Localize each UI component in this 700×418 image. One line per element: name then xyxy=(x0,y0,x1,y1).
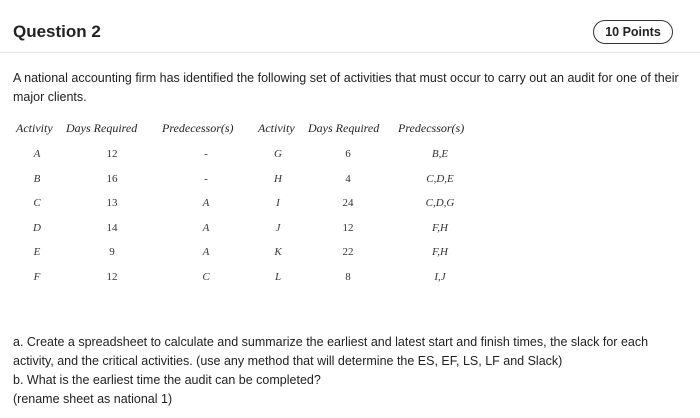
table-cell: E xyxy=(33,246,41,258)
header-predecessors-2: Predecssor(s) xyxy=(398,121,465,135)
table-cell: H xyxy=(274,172,282,185)
question-a: a. Create a spreadsheet to calculate and summarize the earliest and latest start and finish times, the slack for each activity, and the critical activities. (use any method that will determine the ES, EF, LS, LF and Slack) xyxy=(13,335,649,368)
table-cell: F,H xyxy=(432,246,448,258)
table-cell: 24 xyxy=(342,197,354,209)
table-cell: L xyxy=(274,270,282,283)
table-cell: A xyxy=(33,148,41,160)
table-cell: A xyxy=(202,221,210,234)
question-title: Question 2 xyxy=(13,22,101,41)
rename-note: (rename sheet as national 1) xyxy=(13,392,173,406)
table-cell: 9 xyxy=(109,246,115,258)
table-cell: 22 xyxy=(342,246,354,258)
table-cell: G xyxy=(274,148,282,160)
table-cell: - xyxy=(204,148,208,160)
table-cell: - xyxy=(204,172,208,185)
table-cell: 13 xyxy=(106,197,118,209)
table-cell: F,H xyxy=(432,221,448,234)
table-cell: 6 xyxy=(345,148,351,160)
header-activity: Activity xyxy=(16,121,53,135)
table-cell: 16 xyxy=(106,172,118,185)
table-cell: K xyxy=(274,246,282,258)
table-cell: B xyxy=(33,172,41,185)
points-badge: 10 Points xyxy=(593,20,673,44)
table-cell: B,E xyxy=(431,148,449,160)
table-cell: C xyxy=(202,270,210,283)
header-activity-2: Activity xyxy=(258,121,295,135)
table-cell: I xyxy=(276,197,280,209)
questions-block xyxy=(13,333,688,409)
header-days-required-2: Days Required xyxy=(308,121,380,135)
question-b: b. What is the earliest time the audit can be completed? xyxy=(13,373,321,387)
table-cell: 4 xyxy=(345,172,351,185)
table-cell: C,D,E xyxy=(426,172,454,185)
table-cell: 12 xyxy=(106,270,118,283)
header-predecessors: Predecessor(s) xyxy=(162,121,234,135)
table-cell: I,J xyxy=(434,270,446,283)
intro-text: A national accounting firm has identified the following set of activities that must occur to carry out an audit for one of their major clients. xyxy=(13,71,679,104)
table-cell: 8 xyxy=(345,270,351,283)
table-cell: D xyxy=(33,221,41,234)
table-cell: F xyxy=(33,270,41,283)
table-cell: J xyxy=(275,221,281,234)
table-cell: C,D,G xyxy=(425,197,455,209)
header-days-required: Days Required xyxy=(66,121,138,135)
table-cell: A xyxy=(202,197,210,209)
table-cell: 12 xyxy=(342,221,354,234)
table-cell: A xyxy=(202,246,210,258)
table-cell: C xyxy=(33,197,41,209)
table-cell: 12 xyxy=(106,148,118,160)
header-divider xyxy=(0,52,700,53)
table-cell: 14 xyxy=(106,221,118,234)
